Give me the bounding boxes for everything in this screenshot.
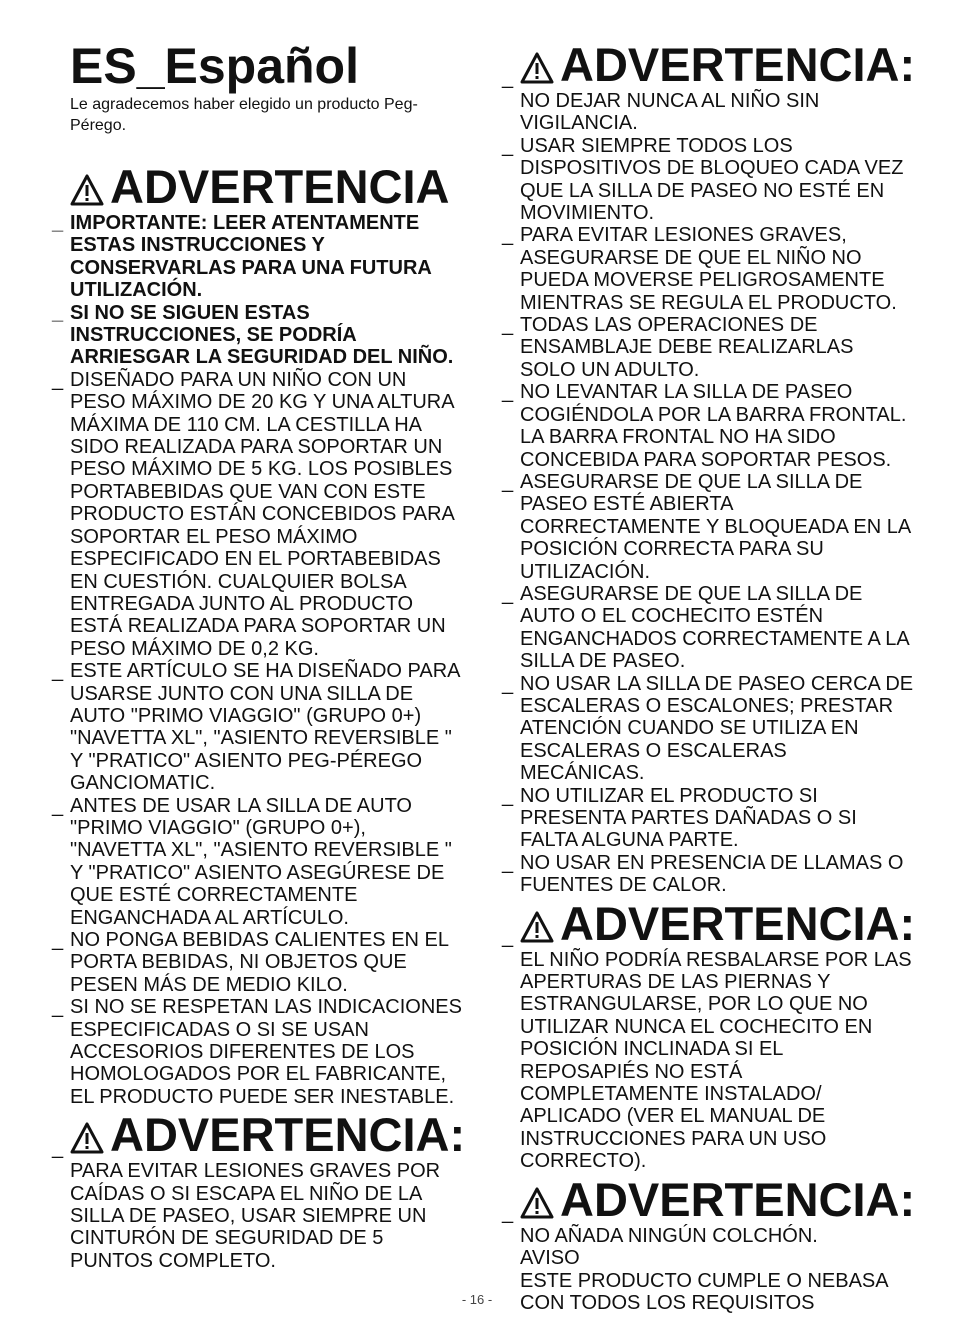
warning-title: ADVERTENCIA: xyxy=(560,38,916,91)
warning-triangle-icon xyxy=(70,1122,104,1154)
warning-title: ADVERTENCIA xyxy=(110,160,450,213)
list-item: _ USAR SIEMPRE TODOS LOS DISPOSITIVOS DE BLOQUEO CADA VEZ QUE LA SILLA DE PASEO NO ESTÉ EN MOVIMIENTO. xyxy=(502,135,914,225)
warning-triangle-icon xyxy=(520,911,554,943)
warning-text: EL NIÑO PODRÍA RESBALARSE POR LAS APERTURAS DE LAS PIERNAS Y ESTRANGULARSE, POR LO QUE NO UTILIZAR NUNCA EL COCHECITO EN POSICIÓN INCLINADA SI EL REPOSAPIÉS NO ESTÁ COMPLETAMENTE INSTALADO/ APLICADO (VER EL MANUAL DE INSTRUCCIONES PARA UN USO CORRECTO). xyxy=(520,948,912,1173)
page-number: - 16 - xyxy=(461,1292,493,1307)
list-item: _ NO USAR EN PRESENCIA DE LLAMAS O FUENTES DE CALOR. xyxy=(502,852,914,897)
list-item: _ NO LEVANTAR LA SILLA DE PASEO COGIÉNDOLA POR LA BARRA FRONTAL. LA BARRA FRONTAL NO HA SIDO CONCEBIDA PARA SOPORTAR PESOS. xyxy=(502,381,914,471)
notice-text: ESTE PRODUCTO CUMPLE O NEBASA CON TODOS LOS REQUISITOS xyxy=(520,1269,888,1314)
language-title: ES_Español xyxy=(70,38,359,94)
right-column xyxy=(502,40,914,1314)
list-item: _ ANTES DE USAR LA SILLA DE AUTO "PRIMO VIAGGIO" (GRUPO 0+), "NAVETTA XL", "ASIENTO REVERSIBLE " Y "PRATICO" ASIENTO ASEGÚRESE DE QUE ESTÉ CORRECTAMENTE ENGANCHADA AL ARTÍCULO. xyxy=(52,795,462,929)
warning-heading: _ ADVERTENCIA: xyxy=(502,896,916,950)
warning-heading: _ ADVERTENCIA: xyxy=(52,1108,466,1162)
notice-label: AVISO xyxy=(520,1247,580,1270)
list-item: _ NO UTILIZAR EL PRODUCTO SI PRESENTA PARTES DAÑADAS O SI FALTA ALGUNA PARTE. xyxy=(502,785,914,852)
list-item: _ TODAS LAS OPERACIONES DE ENSAMBLAJE DEBE REALIZARLAS SOLO UN ADULTO. xyxy=(502,314,914,381)
list-item: _ PARA EVITAR LESIONES GRAVES, ASEGURARSE DE QUE EL NIÑO NO PUEDA MOVERSE PELIGROSAMENTE MIENTRAS SE REGULA EL PRODUCTO. xyxy=(502,224,914,314)
warning-title: ADVERTENCIA: xyxy=(110,1108,466,1162)
list-item: _ SI NO SE RESPETAN LAS INDICACIONES ESPECIFICADAS O SI SE USAN ACCESORIOS DIFERENTES DE LOS HOMOLOGADOS POR EL FABRICANTE, EL PRODUCTO PUEDE SER INESTABLE. xyxy=(52,996,462,1108)
warning-heading xyxy=(52,162,462,212)
warning-text: NO DEJAR NUNCA AL NIÑO SIN VIGILANCIA. xyxy=(520,90,820,135)
warning-heading: _ ADVERTENCIA: xyxy=(502,1172,916,1226)
list-item: _ NO USAR LA SILLA DE PASEO CERCA DE ESCALERAS O ESCALONES; PRESTAR ATENCIÓN CUANDO SE UTILIZA EN ESCALERAS O ESCALERAS MECÁNICAS. xyxy=(502,673,914,785)
warning-triangle-icon xyxy=(70,174,104,206)
warning-title: ADVERTENCIA: xyxy=(560,896,916,950)
warning-list xyxy=(52,212,462,1108)
list-item: _ ESTE ARTÍCULO SE HA DISEÑADO PARA USARSE JUNTO CON UNA SILLA DE AUTO "PRIMO VIAGGIO" (GRUPO 0+) "NAVETTA XL", "ASIENTO REVERSIBLE " Y "PRATICO" ASIENTO PEG-PÉREGO GANCIOMATIC. xyxy=(52,660,462,794)
list-item: _ SI NO SE SIGUEN ESTAS INSTRUCCIONES, SE PODRÍA ARRIESGAR LA SEGURIDAD DEL NIÑO. xyxy=(52,302,462,369)
warning-list xyxy=(502,135,914,897)
left-column xyxy=(52,38,466,1272)
list-item: _ ASEGURARSE DE QUE LA SILLA DE PASEO ESTÉ ABIERTA CORRECTAMENTE Y BLOQUEADA EN LA POSICIÓN CORRECTA PARA SU UTILIZACIÓN. xyxy=(502,471,914,583)
warning-triangle-icon xyxy=(520,52,554,84)
warning-text: PARA EVITAR LESIONES GRAVES POR CAÍDAS O SI ESCAPA EL NIÑO DE LA SILLA DE PASEO, USAR SIEMPRE UN CINTURÓN DE SEGURIDAD DE 5 PUNTOS COMPLETO. xyxy=(70,1160,441,1272)
warning-text: NO AÑADA NINGÚN COLCHÓN. xyxy=(520,1224,818,1247)
list-item: _ NO PONGA BEBIDAS CALIENTES EN EL PORTA BEBIDAS, NI OBJETOS QUE PESEN MÁS DE MEDIO KILO. xyxy=(52,929,462,996)
warning-triangle-icon xyxy=(520,1187,554,1219)
list-item: _ IMPORTANTE: LEER ATENTAMENTE ESTAS INSTRUCCIONES Y CONSERVARLAS PARA UNA FUTURA UTILIZACIÓN. xyxy=(52,212,462,302)
warning-heading: _ ADVERTENCIA: xyxy=(502,38,916,91)
list-item: _ ASEGURARSE DE QUE LA SILLA DE AUTO O EL COCHECITO ESTÉN ENGANCHADOS CORRECTAMENTE A LA SILLA DE PASEO. xyxy=(502,583,914,673)
list-item: _ DISEÑADO PARA UN NIÑO CON UN PESO MÁXIMO DE 20 KG Y UNA ALTURA MÁXIMA DE 110 CM. LA CESTILLA HA SIDO REALIZADA PARA SOPORTAR UN PESO MÁXIMO DE 5 KG. LOS POSIBLES PORTABEBIDAS QUE VAN CON ESTE PRODUCTO ESTÁN CONCEBIDOS PARA SOPORTAR EL PESO MÁXIMO ESPECIFICADO EN EL PORTABEBIDAS EN CUESTIÓN. CUALQUIER BOLSA ENTREGADA JUNTO AL PRODUCTO ESTÁ REALIZADA PARA SOPORTAR UN PESO MÁXIMO DE 0,2 KG. xyxy=(52,369,462,660)
warning-title: ADVERTENCIA: xyxy=(560,1172,916,1226)
intro-text: Le agradecemos haber elegido un producto Peg-Pérego. xyxy=(70,96,418,134)
